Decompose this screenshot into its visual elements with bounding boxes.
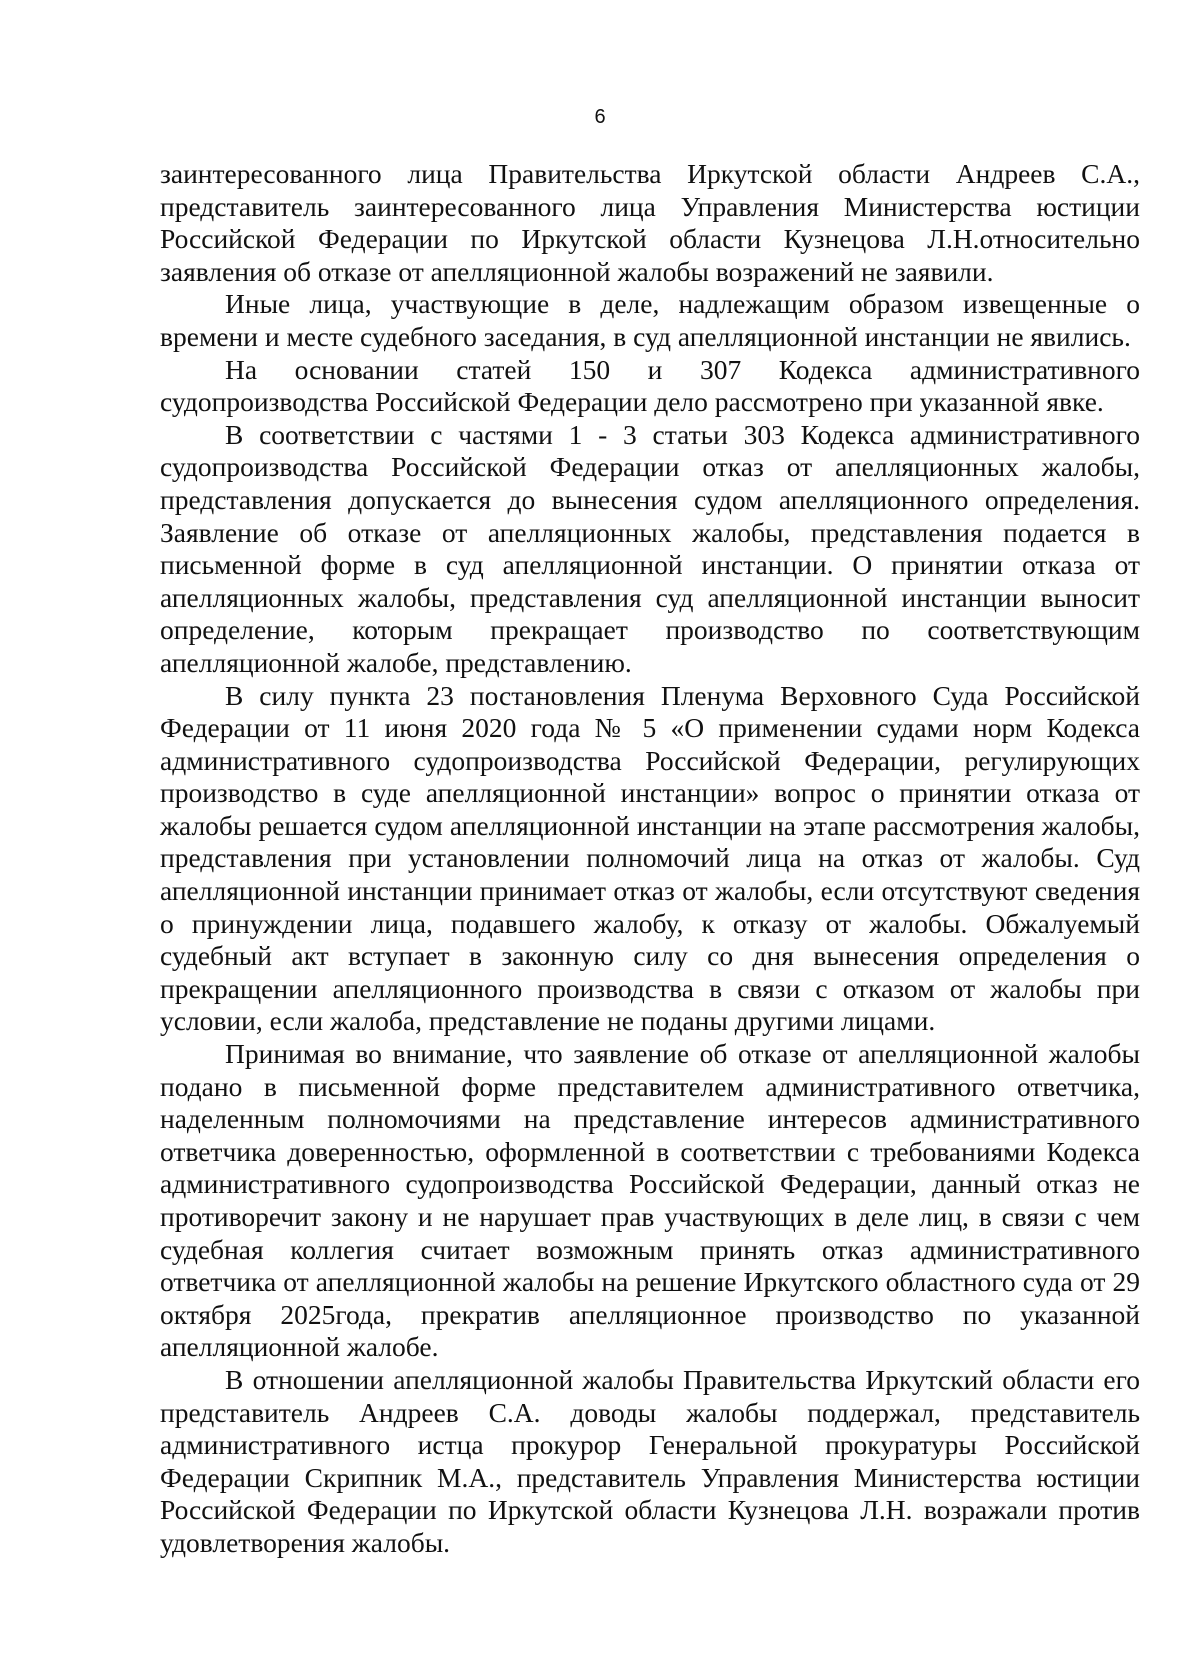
paragraph-acceptance-of-withdrawal: Принимая во внимание, что заявление об отказе от апелляционной жалобы подано в письменной форме представителем административного ответчика, наделенным полномочиями на представление интересов административного ответчика доверенностью, оформленной в соответствии с требованиями Кодекса административного судопроизводства Российской Федерации, данный отказ не противоречит закону и не нарушает прав участвующих в деле лиц, в связи с чем судебная коллегия считает возможным принять отказ административного ответчика от апелляционной жалобы на решение Иркутского областного суда от 29 октября 2025года, прекратив апелляционное производство по указанной апелляционной жалобе. (160, 1038, 1140, 1363)
paragraph-legal-basis: На основании статей 150 и 307 Кодекса административного судопроизводства Российской Федерации дело рассмотрено при указанной явке. (160, 353, 1140, 418)
paragraph-absent-parties: Иные лица, участвующие в деле, надлежащим образом извещенные о времени и месте судебного заседания, в суд апелляционной инстанции не явились. (160, 288, 1140, 352)
paragraph-appeal-positions: В отношении апелляционной жалобы Правительства Иркутский области его представитель Андреев С.А. доводы жалобы поддержал, представитель административного истца прокурор Генеральной прокуратуры Российской Федерации Скрипник М.А., представитель Управления Министерства юстиции Российской Федерации по Иркутской области Кузнецова Л.Н. возражали против удовлетворения жалобы. (160, 1363, 1140, 1558)
paragraph-continuation: заинтересованного лица Правительства Иркутской области Андреев С.А., представитель заинтересованного лица Управления Министерства юстиции Российской Федерации по Иркутской области Кузнецова Л.Н.относительно заявления об отказе от апелляционной жалобы возражений не заявили. (160, 158, 1140, 287)
paragraph-plenum-resolution: В силу пункта 23 постановления Пленума Верховного Суда Российской Федерации от 11 июня 2020 года № 5 «О применении судами норм Кодекса административного судопроизводства Российской Федерации, регулирующих производство в суде апелляционной инстанции» вопрос о принятии отказа от жалобы решается судом апелляционной инстанции на этапе рассмотрения жалобы, представления при установлении полномочий лица на отказ от жалобы. Суд апелляционной инстанции принимает отказ от жалобы, если отсутствуют сведения о принуждении лица, подавшего жалобу, к отказу от жалобы. Обжалуемый судебный акт вступает в законную силу со дня вынесения определения о прекращении апелляционного производства в связи с отказом от жалобы при условии, если жалоба, представление не поданы другими лицами. (160, 679, 1140, 1037)
document-body (160, 158, 1140, 1560)
paragraph-article-303: В соответствии с частями 1 - 3 статьи 303 Кодекса административного судопроизводства Российской Федерации отказ от апелляционных жалобы, представления допускается до вынесения судом апелляционного определения. Заявление об отказе от апелляционных жалобы, представления подается в письменной форме в суд апелляционной инстанции. О принятии отказа от апелляционных жалобы, представления суд апелляционной инстанции выносит определение, которым прекращает производство по соответствующим апелляционной жалобе, представлению. (160, 418, 1140, 678)
page-number: 6 (594, 106, 606, 128)
